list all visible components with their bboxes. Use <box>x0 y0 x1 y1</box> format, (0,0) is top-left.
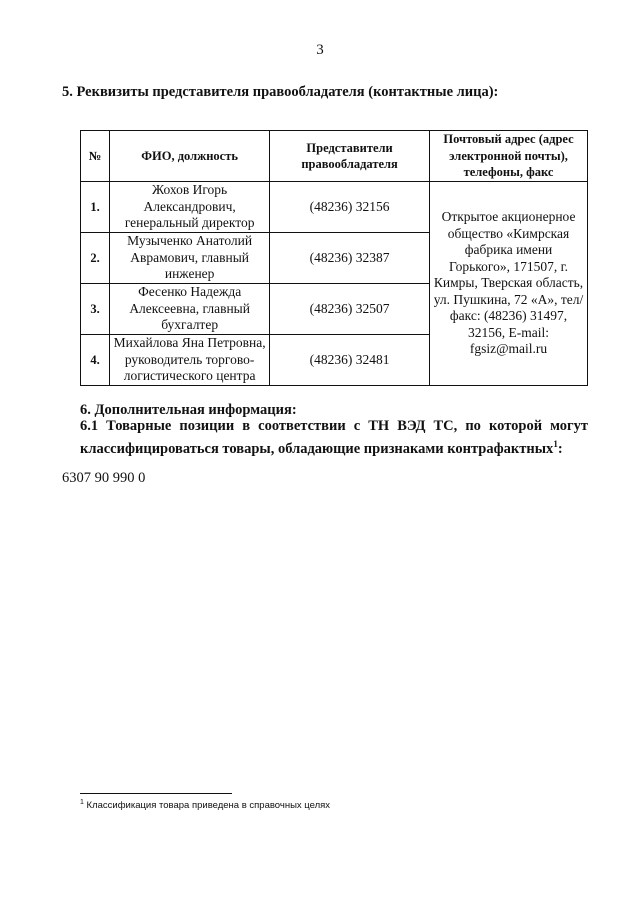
table-row <box>81 182 588 233</box>
footnote-marker: 1 <box>80 799 84 806</box>
section-6-1-body: 6.1 Товарные позиции в соответствии с ТН ВЭД ТС, по которой могут классифицироваться товары, обладающие признаками контрафактных <box>80 418 588 457</box>
footnote-ref: 1 <box>553 439 558 449</box>
section-6-title: 6. Дополнительная информация: <box>80 402 297 418</box>
footnote-text: Классификация товара приведена в справочных целях <box>86 800 331 812</box>
row-num: 3. <box>81 284 110 335</box>
row-phone: (48236) 32507 <box>270 284 430 335</box>
row-name: Жохов Игорь Александрович, генеральный директор <box>110 182 270 233</box>
tnved-code: 6307 90 990 0 <box>62 470 146 486</box>
row-name: Михайлова Яна Петровна, руководитель торгово-логистического центра <box>110 335 270 386</box>
section-6-1-text <box>80 417 588 458</box>
footnote <box>80 799 330 811</box>
row-num: 4. <box>81 335 110 386</box>
row-num: 1. <box>81 182 110 233</box>
row-num: 2. <box>81 233 110 284</box>
header-phone: Представители правообладателя <box>270 131 430 182</box>
section-5-title: 5. Реквизиты представителя правообладателя (контактные лица): <box>62 84 499 100</box>
row-phone: (48236) 32481 <box>270 335 430 386</box>
table-header-row <box>81 131 588 182</box>
header-address: Почтовый адрес (адрес электронной почты), телефоны, факс <box>430 131 588 182</box>
page-number: 3 <box>316 42 324 58</box>
address-cell: Открытое акционерное общество «Кимрская фабрика имени Горького», 171507, г. Кимры, Тверская область, ул. Пушкина, 72 «А», тел/факс: (48236) 31497, 32156, E-mail: fgsiz@mail.ru <box>430 182 588 386</box>
header-name: ФИО, должность <box>110 131 270 182</box>
row-name: Фесенко Надежда Алексеевна, главный бухгалтер <box>110 284 270 335</box>
row-phone: (48236) 32156 <box>270 182 430 233</box>
footnote-divider <box>80 793 232 794</box>
row-phone: (48236) 32387 <box>270 233 430 284</box>
contacts-table <box>80 130 588 386</box>
row-name: Музыченко Анатолий Аврамович, главный инженер <box>110 233 270 284</box>
colon: : <box>557 440 563 457</box>
header-num: № <box>81 131 110 182</box>
